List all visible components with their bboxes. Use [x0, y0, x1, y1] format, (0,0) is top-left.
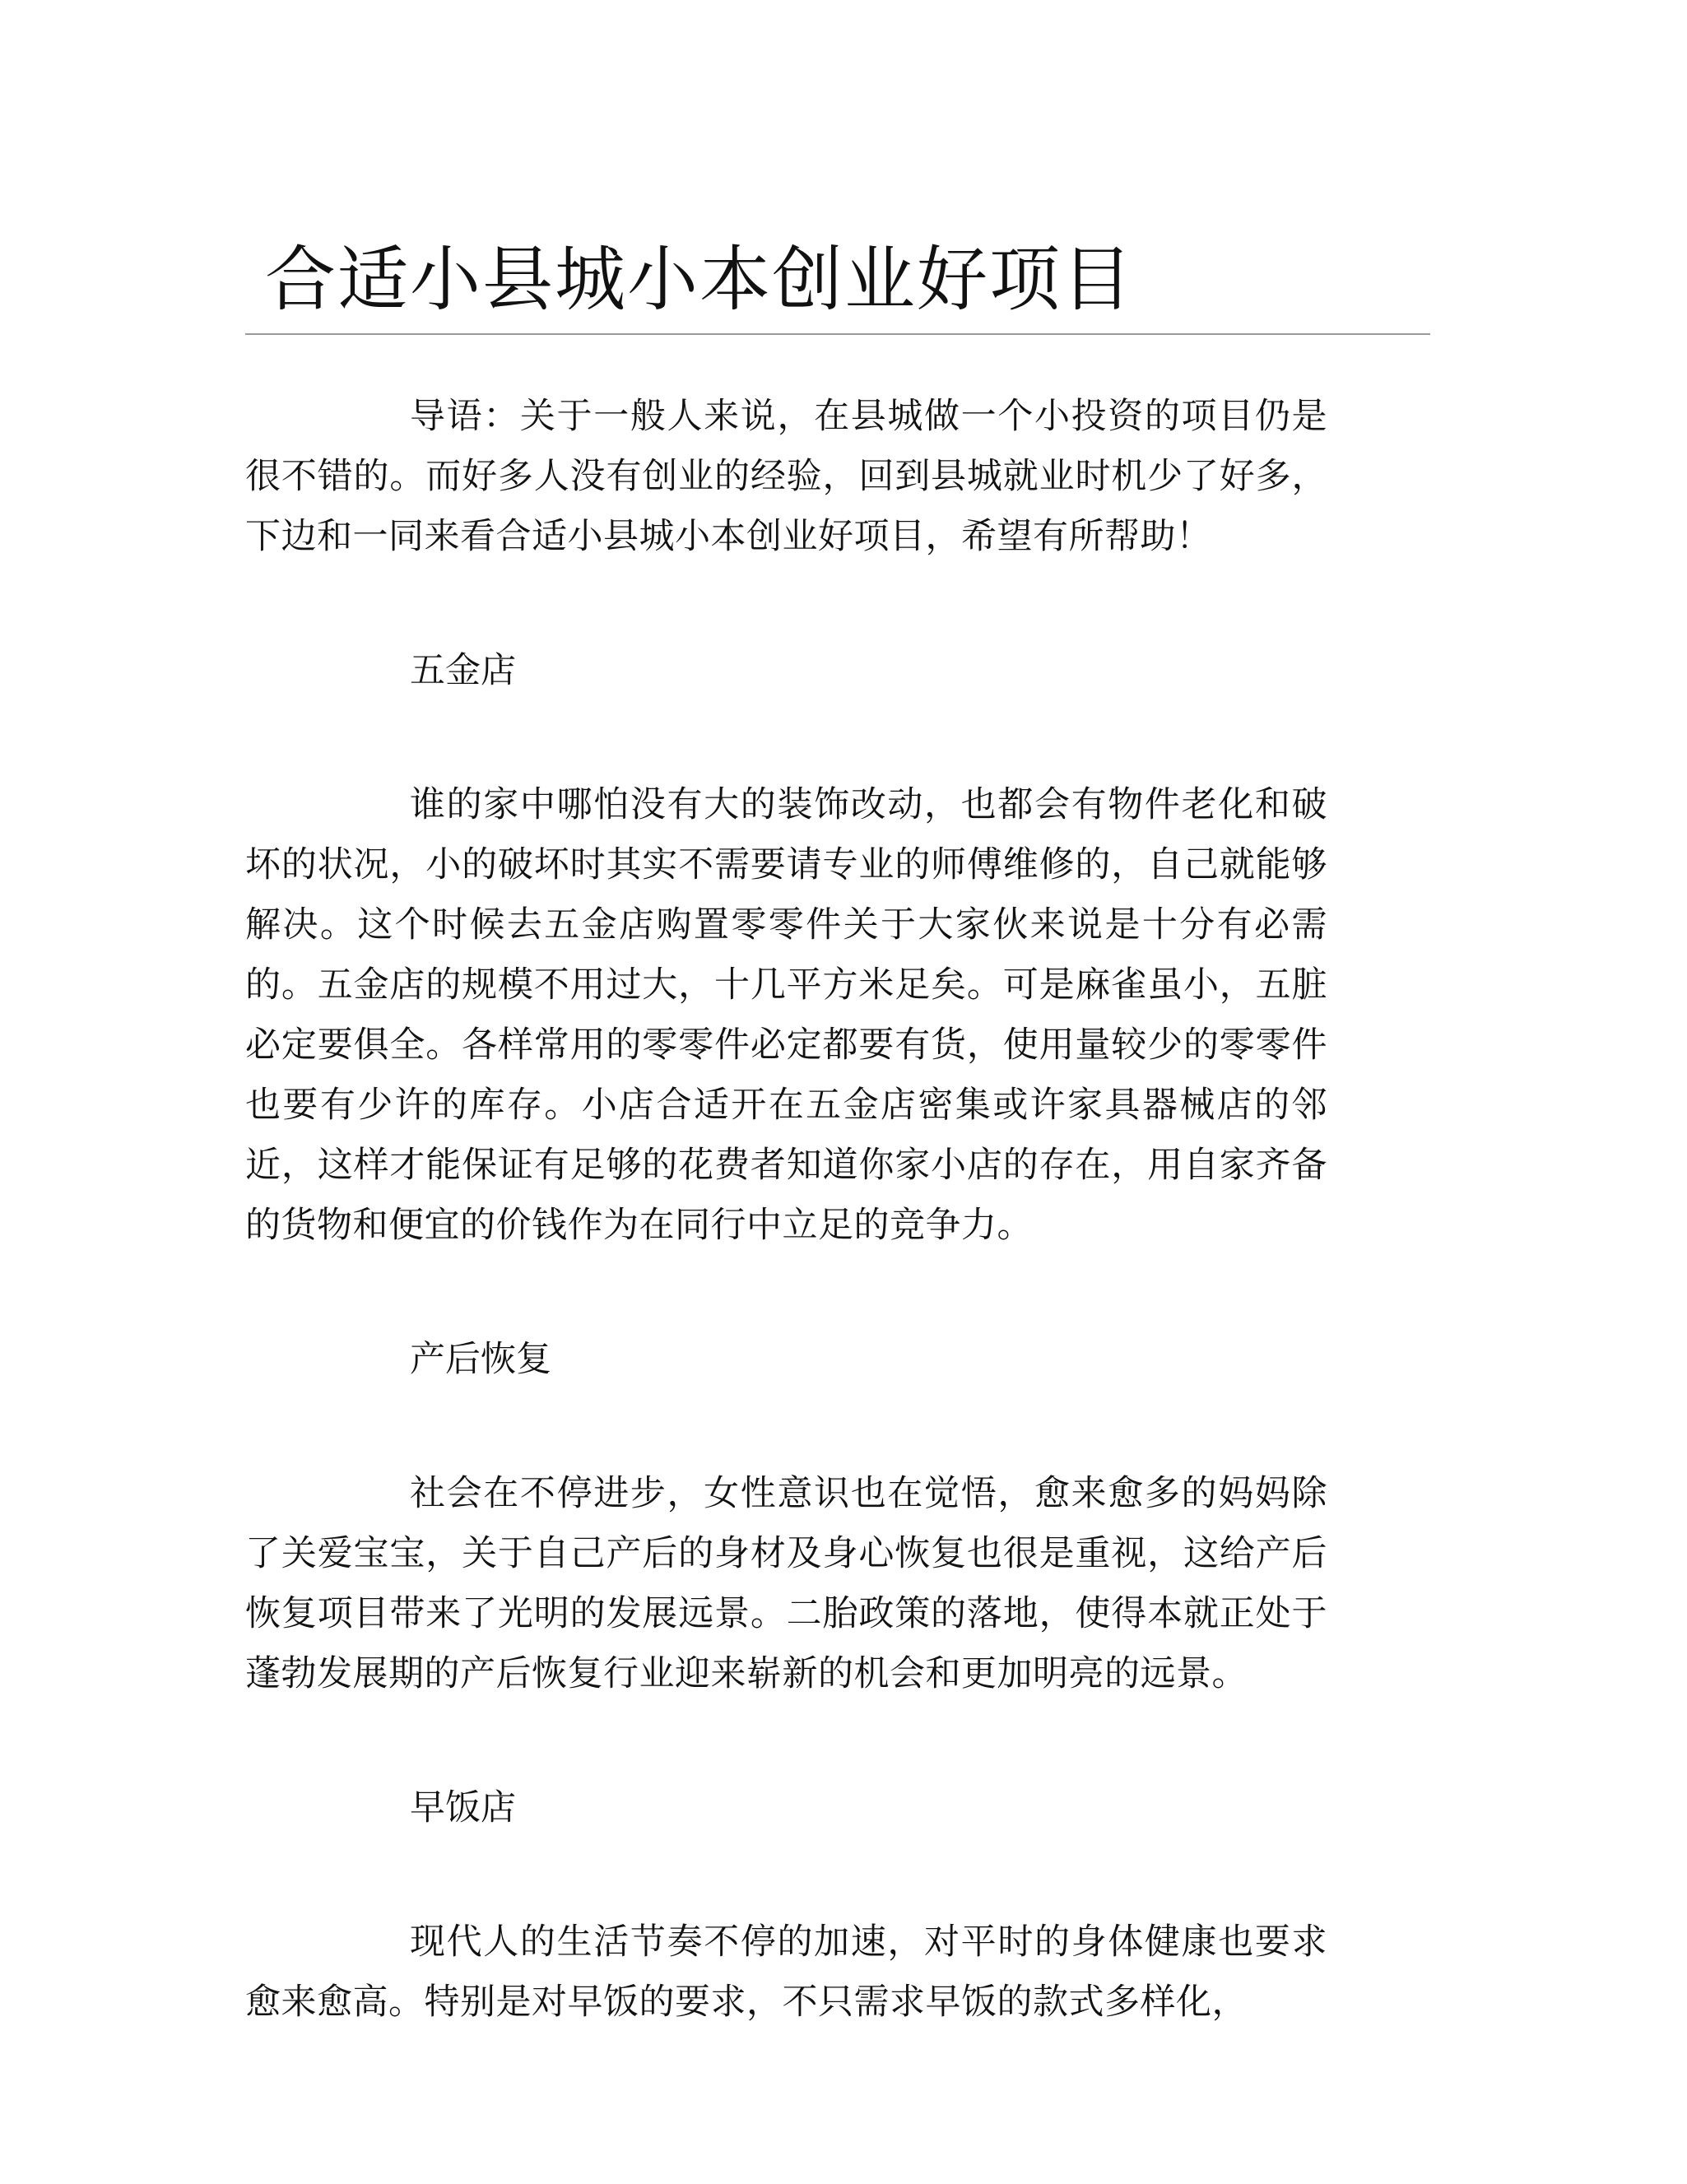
page-title: 合适小县城小本创业好项目: [265, 239, 1134, 321]
section-heading-hardware-store: 五金店: [410, 650, 516, 691]
document-body: [245, 387, 1327, 2033]
section-heading-breakfast-shop: 早饭店: [410, 1787, 516, 1829]
section-heading-postpartum-recovery: 产后恢复: [410, 1339, 551, 1380]
section-body-hardware-store: 谁的家中哪怕没有大的装饰改动，也都会有物件老化和破坏的状况，小的破坏时其实不需要请专业的师傅维修的，自己就能够解决。这个时候去五金店购置零零件关于大家伙来说是十分有必需的。五金店的规模不用过大，十几平方米足矣。可是麻雀虽小，五脏必定要俱全。各样常用的零零件必定都要有货，使用量较少的零零件也要有少许的库存。小店合适开在五金店密集或许家具器械店的邻近，这样才能保证有足够的花费者知道你家小店的存在，用自家齐备的货物和便宜的价钱作为在同行中立足的竞争力。: [245, 784, 1327, 1246]
section-body-breakfast-shop: 现代人的生活节奏不停的加速，对平时的身体健康也要求愈来愈高。特别是对早饭的要求，不只需求早饭的款式多样化，: [245, 1921, 1327, 2023]
intro-paragraph: 导语：关于一般人来说，在县城做一个小投资的项目仍是很不错的。而好多人没有创业的经验，回到县城就业时机少了好多，下边和一同来看合适小县城小本创业好项目，希望有所帮助！: [245, 396, 1327, 557]
title-divider: [245, 333, 1430, 335]
section-body-postpartum-recovery: 社会在不停进步，女性意识也在觉悟，愈来愈多的妈妈除了关爱宝宝，关于自己产后的身材及身心恢复也很是重视，这给产后恢复项目带来了光明的发展远景。二胎政策的落地，使得本就正处于蓬勃发展期的产后恢复行业迎来崭新的机会和更加明亮的远景。: [245, 1473, 1327, 1694]
